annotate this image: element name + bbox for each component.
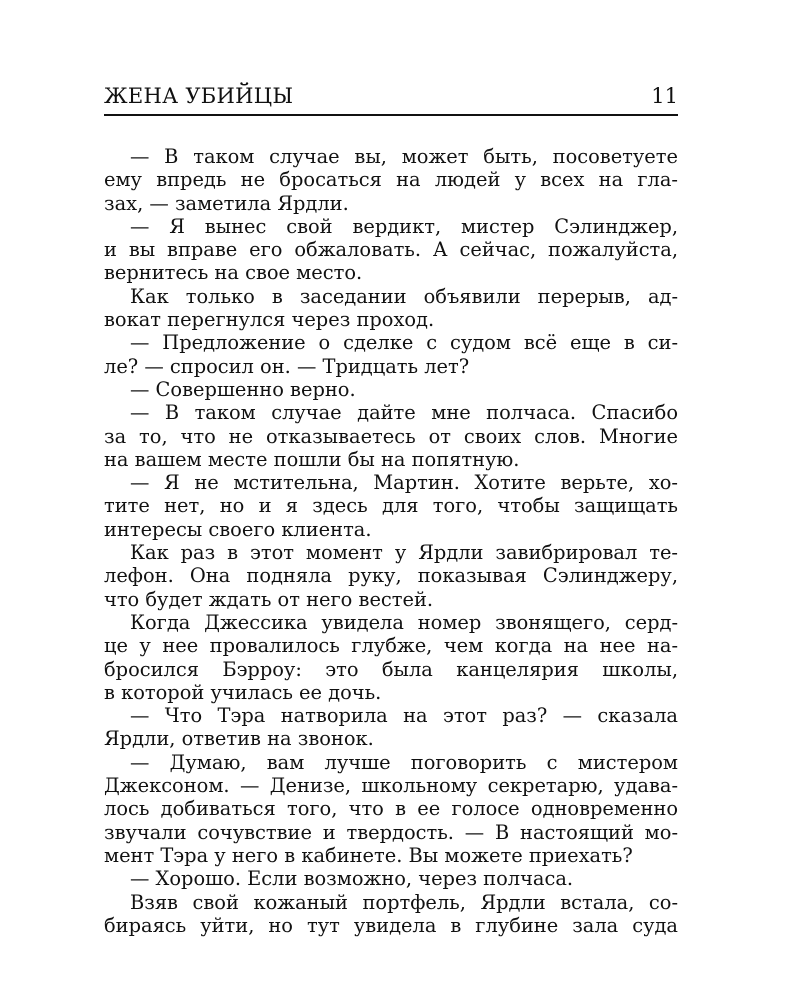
text-line: Как только в заседании объявили перерыв, ад- [130,284,678,308]
running-title: ЖЕНА УБИЙЦЫ [104,84,294,108]
text-line: мент Тэра у него в кабинете. Вы можете приехать? [104,843,633,867]
text-line: — Предложение о сделке с судом всё еще в си- [130,331,678,355]
text-line: звучали сочувствие и твердость. — В настоящий мо- [104,820,678,844]
text-line: — В таком случае дайте мне полчаса. Спасибо [130,401,678,425]
text-line: тите нет, но и я здесь для того, чтобы защищать [104,494,678,518]
page-header [104,84,678,116]
text-line: — Думаю, вам лучше поговорить с мистером [130,750,678,774]
text-line: ле? — спросил он. — Тридцать лет? [104,354,470,378]
page-number: 11 [651,84,678,108]
text-line: Как раз в этот момент у Ярдли завибрировал те- [130,541,678,565]
text-line: бросился Бэрроу: это была канцелярия школы, [104,657,678,681]
text-line: Джексоном. — Денизе, школьному секретарю, удава- [104,774,678,798]
text-line: — В таком случае вы, может быть, посоветуете [130,145,678,168]
text-line: что будет ждать от него вестей. [104,587,434,611]
text-line: зах, — заметила Ярдли. [104,191,349,215]
text-line: Взяв свой кожаный портфель, Ярдли встала, со- [130,890,678,914]
text-line: вернитесь на свое место. [104,261,363,285]
text-line: — Я не мстительна, Мартин. Хотите верьте, хо- [130,471,678,495]
text-line: в которой училась ее дочь. [104,680,382,704]
text-line: Когда Джессика увидела номер звонящего, серд- [130,610,678,634]
text-line: це у нее провалилось глубже, чем когда на нее на- [104,634,678,658]
text-line: бираясь уйти, но тут увидела в глубине зала суда [104,913,678,937]
text-line: вокат перегнулся через проход. [104,308,435,332]
text-line: лефон. Она подняла руку, показывая Сэлинджеру, [104,564,678,588]
text-line: за то, что не отказываетесь от своих слов. Многие [104,424,678,448]
text-line: лось добиваться того, что в ее голосе одновременно [104,797,678,821]
text-line: на вашем месте пошли бы на попятную. [104,447,520,471]
text-line: — Хорошо. Если возможно, через полчаса. [130,867,574,891]
text-line: — Совершенно верно. [130,377,356,401]
text-line: Ярдли, ответив на звонок. [104,727,374,751]
text-line: — Я вынес свой вердикт, мистер Сэлинджер, [130,214,678,238]
text-line: — Что Тэра натворила на этот раз? — сказала [130,704,678,728]
text-line: интересы своего клиента. [104,517,372,541]
text-line: ему впредь не бросаться на людей у всех на гла- [104,168,678,192]
text-line: и вы вправе его обжаловать. А сейчас, пожалуйста, [104,238,678,262]
body-text [104,145,678,937]
